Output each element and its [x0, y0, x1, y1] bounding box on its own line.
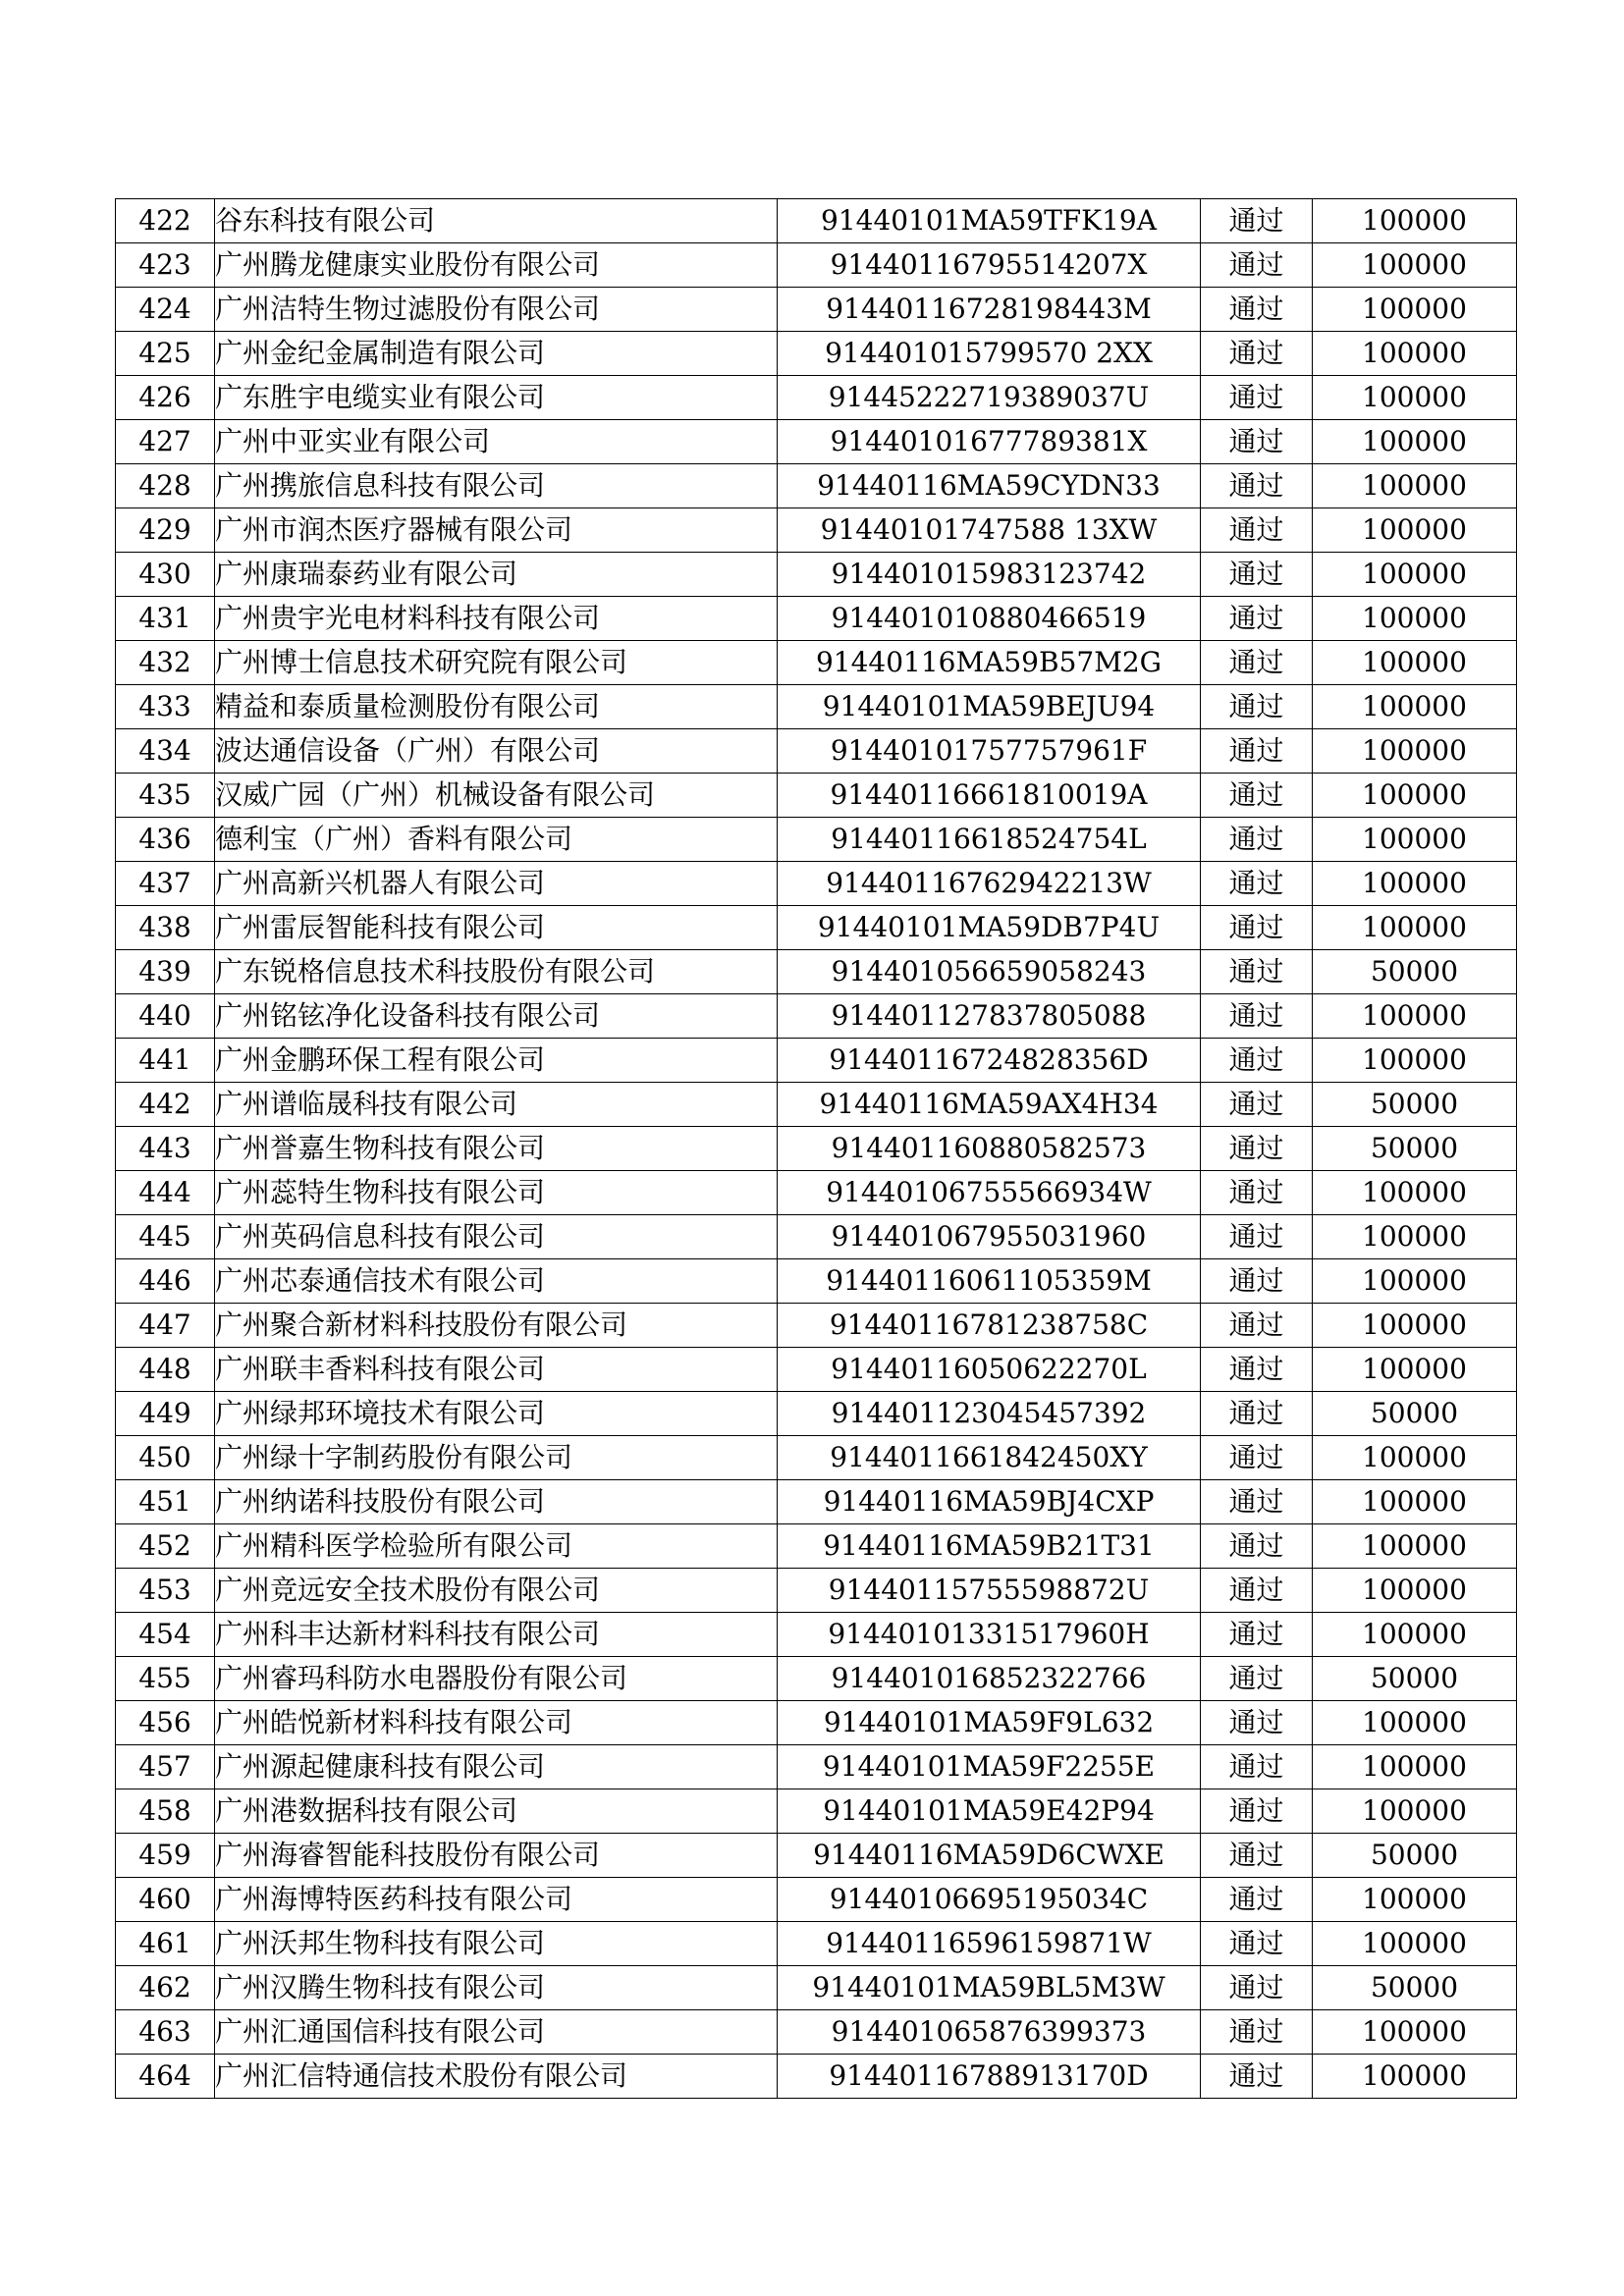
- company-name-cell: 广州科丰达新材料科技有限公司: [215, 1613, 778, 1657]
- row-number-cell: 458: [116, 1789, 215, 1834]
- amount-cell: 100000: [1313, 2055, 1517, 2099]
- status-cell: 通过: [1201, 1657, 1313, 1701]
- credit-code-cell: 914401065876399373: [778, 2010, 1201, 2055]
- table-row: [116, 2010, 1517, 2055]
- credit-code-cell: 91440116MA59BJ4CXP: [778, 1480, 1201, 1524]
- company-name-cell: 广州蕊特生物科技有限公司: [215, 1171, 778, 1215]
- company-name-cell: 谷东科技有限公司: [215, 199, 778, 243]
- table-row: [116, 288, 1517, 332]
- row-number-cell: 459: [116, 1834, 215, 1878]
- amount-cell: 100000: [1313, 994, 1517, 1039]
- company-name-cell: 广州高新兴机器人有限公司: [215, 862, 778, 906]
- table-row: [116, 774, 1517, 818]
- status-cell: 通过: [1201, 1171, 1313, 1215]
- company-name-cell: 广州聚合新材料科技股份有限公司: [215, 1304, 778, 1348]
- credit-code-cell: 91440101MA59F2255E: [778, 1745, 1201, 1789]
- company-name-cell: 广州港数据科技有限公司: [215, 1789, 778, 1834]
- row-number-cell: 435: [116, 774, 215, 818]
- credit-code-cell: 9144011661842450XY: [778, 1436, 1201, 1480]
- status-cell: 通过: [1201, 1348, 1313, 1392]
- credit-code-cell: 91440116618524754L: [778, 818, 1201, 862]
- table-row: [116, 1613, 1517, 1657]
- table-row: [116, 1127, 1517, 1171]
- company-name-cell: 广州携旅信息科技有限公司: [215, 464, 778, 508]
- row-number-cell: 457: [116, 1745, 215, 1789]
- company-name-cell: 广州竞远安全技术股份有限公司: [215, 1569, 778, 1613]
- credit-code-cell: 91440106755566934W: [778, 1171, 1201, 1215]
- row-number-cell: 454: [116, 1613, 215, 1657]
- table-row: [116, 1834, 1517, 1878]
- row-number-cell: 445: [116, 1215, 215, 1259]
- status-cell: 通过: [1201, 553, 1313, 597]
- amount-cell: 100000: [1313, 288, 1517, 332]
- credit-code-cell: 91440101MA59TFK19A: [778, 199, 1201, 243]
- company-list-table: [115, 198, 1517, 2099]
- credit-code-cell: 91440101MA59BEJU94: [778, 685, 1201, 729]
- table-row: [116, 376, 1517, 420]
- amount-cell: 100000: [1313, 508, 1517, 553]
- row-number-cell: 460: [116, 1878, 215, 1922]
- amount-cell: 100000: [1313, 1480, 1517, 1524]
- credit-code-cell: 91440101757757961F: [778, 729, 1201, 774]
- amount-cell: 100000: [1313, 685, 1517, 729]
- company-name-cell: 广州汇信特通信技术股份有限公司: [215, 2055, 778, 2099]
- table-row: [116, 1215, 1517, 1259]
- table-row: [116, 553, 1517, 597]
- status-cell: 通过: [1201, 1834, 1313, 1878]
- table-row: [116, 2055, 1517, 2099]
- row-number-cell: 437: [116, 862, 215, 906]
- row-number-cell: 453: [116, 1569, 215, 1613]
- row-number-cell: 449: [116, 1392, 215, 1436]
- amount-cell: 100000: [1313, 1215, 1517, 1259]
- row-number-cell: 422: [116, 199, 215, 243]
- status-cell: 通过: [1201, 1701, 1313, 1745]
- table-row: [116, 1657, 1517, 1701]
- status-cell: 通过: [1201, 641, 1313, 685]
- status-cell: 通过: [1201, 332, 1313, 376]
- credit-code-cell: 91440101331517960H: [778, 1613, 1201, 1657]
- row-number-cell: 429: [116, 508, 215, 553]
- credit-code-cell: 91440101677789381X: [778, 420, 1201, 464]
- amount-cell: 100000: [1313, 641, 1517, 685]
- status-cell: 通过: [1201, 729, 1313, 774]
- credit-code-cell: 91440116788913170D: [778, 2055, 1201, 2099]
- company-name-cell: 广州贵宇光电材料科技有限公司: [215, 597, 778, 641]
- status-cell: 通过: [1201, 464, 1313, 508]
- amount-cell: 100000: [1313, 597, 1517, 641]
- company-name-cell: 广州洁特生物过滤股份有限公司: [215, 288, 778, 332]
- row-number-cell: 455: [116, 1657, 215, 1701]
- company-name-cell: 广州康瑞泰药业有限公司: [215, 553, 778, 597]
- credit-code-cell: 91440116795514207X: [778, 243, 1201, 288]
- table-row: [116, 420, 1517, 464]
- status-cell: 通过: [1201, 508, 1313, 553]
- row-number-cell: 427: [116, 420, 215, 464]
- amount-cell: 100000: [1313, 1922, 1517, 1966]
- status-cell: 通过: [1201, 1480, 1313, 1524]
- company-name-cell: 广州金纪金属制造有限公司: [215, 332, 778, 376]
- table-row: [116, 906, 1517, 950]
- amount-cell: 100000: [1313, 1569, 1517, 1613]
- table-row: [116, 862, 1517, 906]
- status-cell: 通过: [1201, 2010, 1313, 2055]
- table-row: [116, 243, 1517, 288]
- status-cell: 通过: [1201, 1215, 1313, 1259]
- credit-code-cell: 914401015799570 2XX: [778, 332, 1201, 376]
- company-name-cell: 广州绿邦环境技术有限公司: [215, 1392, 778, 1436]
- credit-code-cell: 914401160880582573: [778, 1127, 1201, 1171]
- table-row: [116, 1966, 1517, 2010]
- credit-code-cell: 91440116061105359M: [778, 1259, 1201, 1304]
- credit-code-cell: 91440115755598872U: [778, 1569, 1201, 1613]
- company-name-cell: 广州沃邦生物科技有限公司: [215, 1922, 778, 1966]
- credit-code-cell: 91440116MA59B57M2G: [778, 641, 1201, 685]
- table-row: [116, 1039, 1517, 1083]
- status-cell: 通过: [1201, 1259, 1313, 1304]
- row-number-cell: 432: [116, 641, 215, 685]
- amount-cell: 100000: [1313, 906, 1517, 950]
- credit-code-cell: 91440101MA59E42P94: [778, 1789, 1201, 1834]
- amount-cell: 100000: [1313, 2010, 1517, 2055]
- amount-cell: 50000: [1313, 1392, 1517, 1436]
- amount-cell: 50000: [1313, 1657, 1517, 1701]
- row-number-cell: 451: [116, 1480, 215, 1524]
- status-cell: 通过: [1201, 288, 1313, 332]
- row-number-cell: 436: [116, 818, 215, 862]
- credit-code-cell: 91440101MA59F9L632: [778, 1701, 1201, 1745]
- status-cell: 通过: [1201, 1745, 1313, 1789]
- table-body: [116, 199, 1517, 2099]
- status-cell: 通过: [1201, 1789, 1313, 1834]
- amount-cell: 100000: [1313, 1878, 1517, 1922]
- table-row: [116, 1083, 1517, 1127]
- table-row: [116, 729, 1517, 774]
- row-number-cell: 423: [116, 243, 215, 288]
- status-cell: 通过: [1201, 1304, 1313, 1348]
- row-number-cell: 434: [116, 729, 215, 774]
- company-name-cell: 精益和泰质量检测股份有限公司: [215, 685, 778, 729]
- row-number-cell: 443: [116, 1127, 215, 1171]
- credit-code-cell: 91440116762942213W: [778, 862, 1201, 906]
- status-cell: 通过: [1201, 906, 1313, 950]
- company-name-cell: 汉威广园（广州）机械设备有限公司: [215, 774, 778, 818]
- company-name-cell: 广州皓悦新材料科技有限公司: [215, 1701, 778, 1745]
- table-row: [116, 1436, 1517, 1480]
- amount-cell: 50000: [1313, 1966, 1517, 2010]
- status-cell: 通过: [1201, 994, 1313, 1039]
- table-row: [116, 1878, 1517, 1922]
- company-name-cell: 广州绿十字制药股份有限公司: [215, 1436, 778, 1480]
- status-cell: 通过: [1201, 597, 1313, 641]
- credit-code-cell: 91445222719389037U: [778, 376, 1201, 420]
- row-number-cell: 462: [116, 1966, 215, 2010]
- company-name-cell: 广州源起健康科技有限公司: [215, 1745, 778, 1789]
- table-row: [116, 1259, 1517, 1304]
- row-number-cell: 438: [116, 906, 215, 950]
- table-row: [116, 464, 1517, 508]
- status-cell: 通过: [1201, 950, 1313, 994]
- status-cell: 通过: [1201, 862, 1313, 906]
- table-row: [116, 1569, 1517, 1613]
- status-cell: 通过: [1201, 1436, 1313, 1480]
- amount-cell: 100000: [1313, 1745, 1517, 1789]
- company-name-cell: 广州睿玛科防水电器股份有限公司: [215, 1657, 778, 1701]
- status-cell: 通过: [1201, 1922, 1313, 1966]
- amount-cell: 100000: [1313, 1259, 1517, 1304]
- row-number-cell: 430: [116, 553, 215, 597]
- row-number-cell: 463: [116, 2010, 215, 2055]
- credit-code-cell: 91440101MA59BL5M3W: [778, 1966, 1201, 2010]
- amount-cell: 100000: [1313, 729, 1517, 774]
- company-name-cell: 广州汇通国信科技有限公司: [215, 2010, 778, 2055]
- status-cell: 通过: [1201, 774, 1313, 818]
- amount-cell: 50000: [1313, 1834, 1517, 1878]
- status-cell: 通过: [1201, 420, 1313, 464]
- credit-code-cell: 914401015983123742: [778, 553, 1201, 597]
- credit-code-cell: 914401056659058243: [778, 950, 1201, 994]
- table-row: [116, 1348, 1517, 1392]
- amount-cell: 100000: [1313, 332, 1517, 376]
- row-number-cell: 425: [116, 332, 215, 376]
- company-name-cell: 广州联丰香料科技有限公司: [215, 1348, 778, 1392]
- amount-cell: 100000: [1313, 553, 1517, 597]
- credit-code-cell: 914401123045457392: [778, 1392, 1201, 1436]
- amount-cell: 100000: [1313, 420, 1517, 464]
- amount-cell: 50000: [1313, 1083, 1517, 1127]
- row-number-cell: 424: [116, 288, 215, 332]
- credit-code-cell: 91440116MA59D6CWXE: [778, 1834, 1201, 1878]
- amount-cell: 50000: [1313, 1127, 1517, 1171]
- amount-cell: 100000: [1313, 464, 1517, 508]
- amount-cell: 100000: [1313, 1171, 1517, 1215]
- credit-code-cell: 91440116724828356D: [778, 1039, 1201, 1083]
- row-number-cell: 461: [116, 1922, 215, 1966]
- company-name-cell: 广州誉嘉生物科技有限公司: [215, 1127, 778, 1171]
- amount-cell: 100000: [1313, 818, 1517, 862]
- table-row: [116, 641, 1517, 685]
- status-cell: 通过: [1201, 1613, 1313, 1657]
- status-cell: 通过: [1201, 376, 1313, 420]
- amount-cell: 100000: [1313, 243, 1517, 288]
- credit-code-cell: 91440116050622270L: [778, 1348, 1201, 1392]
- credit-code-cell: 914401016852322766: [778, 1657, 1201, 1701]
- status-cell: 通过: [1201, 685, 1313, 729]
- row-number-cell: 440: [116, 994, 215, 1039]
- table-row: [116, 1171, 1517, 1215]
- amount-cell: 100000: [1313, 1304, 1517, 1348]
- company-name-cell: 广州博士信息技术研究院有限公司: [215, 641, 778, 685]
- row-number-cell: 464: [116, 2055, 215, 2099]
- company-name-cell: 广东锐格信息技术科技股份有限公司: [215, 950, 778, 994]
- company-name-cell: 广州精科医学检验所有限公司: [215, 1524, 778, 1569]
- amount-cell: 100000: [1313, 1789, 1517, 1834]
- credit-code-cell: 91440116728198443M: [778, 288, 1201, 332]
- table-row: [116, 685, 1517, 729]
- credit-code-cell: 91440101747588 13XW: [778, 508, 1201, 553]
- credit-code-cell: 914401010880466519: [778, 597, 1201, 641]
- credit-code-cell: 914401067955031960: [778, 1215, 1201, 1259]
- credit-code-cell: 91440106695195034C: [778, 1878, 1201, 1922]
- amount-cell: 100000: [1313, 1613, 1517, 1657]
- row-number-cell: 452: [116, 1524, 215, 1569]
- credit-code-cell: 91440116MA59AX4H34: [778, 1083, 1201, 1127]
- status-cell: 通过: [1201, 1039, 1313, 1083]
- table-row: [116, 1392, 1517, 1436]
- status-cell: 通过: [1201, 199, 1313, 243]
- row-number-cell: 441: [116, 1039, 215, 1083]
- row-number-cell: 433: [116, 685, 215, 729]
- table-row: [116, 332, 1517, 376]
- company-name-cell: 广州金鹏环保工程有限公司: [215, 1039, 778, 1083]
- row-number-cell: 448: [116, 1348, 215, 1392]
- company-name-cell: 广州中亚实业有限公司: [215, 420, 778, 464]
- table-row: [116, 1524, 1517, 1569]
- amount-cell: 100000: [1313, 774, 1517, 818]
- table-row: [116, 994, 1517, 1039]
- status-cell: 通过: [1201, 1966, 1313, 2010]
- row-number-cell: 439: [116, 950, 215, 994]
- credit-code-cell: 91440116781238758C: [778, 1304, 1201, 1348]
- credit-code-cell: 914401127837805088: [778, 994, 1201, 1039]
- company-name-cell: 广州谱临晟科技有限公司: [215, 1083, 778, 1127]
- company-name-cell: 广州海博特医药科技有限公司: [215, 1878, 778, 1922]
- table-row: [116, 950, 1517, 994]
- table-row: [116, 1701, 1517, 1745]
- company-name-cell: 德利宝（广州）香料有限公司: [215, 818, 778, 862]
- status-cell: 通过: [1201, 1524, 1313, 1569]
- amount-cell: 100000: [1313, 1348, 1517, 1392]
- company-name-cell: 广州海睿智能科技股份有限公司: [215, 1834, 778, 1878]
- row-number-cell: 446: [116, 1259, 215, 1304]
- amount-cell: 100000: [1313, 1701, 1517, 1745]
- status-cell: 通过: [1201, 1127, 1313, 1171]
- status-cell: 通过: [1201, 243, 1313, 288]
- company-name-cell: 广州市润杰医疗器械有限公司: [215, 508, 778, 553]
- row-number-cell: 447: [116, 1304, 215, 1348]
- status-cell: 通过: [1201, 818, 1313, 862]
- company-name-cell: 广州芯泰通信技术有限公司: [215, 1259, 778, 1304]
- company-name-cell: 广州汉腾生物科技有限公司: [215, 1966, 778, 2010]
- row-number-cell: 442: [116, 1083, 215, 1127]
- table-row: [116, 199, 1517, 243]
- credit-code-cell: 91440116661810019A: [778, 774, 1201, 818]
- company-name-cell: 波达通信设备（广州）有限公司: [215, 729, 778, 774]
- status-cell: 通过: [1201, 1878, 1313, 1922]
- row-number-cell: 431: [116, 597, 215, 641]
- company-name-cell: 广东胜宇电缆实业有限公司: [215, 376, 778, 420]
- amount-cell: 100000: [1313, 376, 1517, 420]
- amount-cell: 100000: [1313, 1039, 1517, 1083]
- table-row: [116, 597, 1517, 641]
- company-name-cell: 广州铭铉净化设备科技有限公司: [215, 994, 778, 1039]
- amount-cell: 50000: [1313, 950, 1517, 994]
- company-name-cell: 广州腾龙健康实业股份有限公司: [215, 243, 778, 288]
- table-row: [116, 1789, 1517, 1834]
- amount-cell: 100000: [1313, 862, 1517, 906]
- table-row: [116, 1745, 1517, 1789]
- amount-cell: 100000: [1313, 1524, 1517, 1569]
- table-row: [116, 1304, 1517, 1348]
- credit-code-cell: 91440101MA59DB7P4U: [778, 906, 1201, 950]
- table-row: [116, 1480, 1517, 1524]
- status-cell: 通过: [1201, 1392, 1313, 1436]
- credit-code-cell: 91440116MA59B21T31: [778, 1524, 1201, 1569]
- table-row: [116, 508, 1517, 553]
- company-name-cell: 广州英码信息科技有限公司: [215, 1215, 778, 1259]
- amount-cell: 100000: [1313, 199, 1517, 243]
- row-number-cell: 426: [116, 376, 215, 420]
- row-number-cell: 456: [116, 1701, 215, 1745]
- credit-code-cell: 91440116596159871W: [778, 1922, 1201, 1966]
- status-cell: 通过: [1201, 1083, 1313, 1127]
- company-name-cell: 广州雷辰智能科技有限公司: [215, 906, 778, 950]
- row-number-cell: 444: [116, 1171, 215, 1215]
- table-row: [116, 1922, 1517, 1966]
- amount-cell: 100000: [1313, 1436, 1517, 1480]
- status-cell: 通过: [1201, 2055, 1313, 2099]
- status-cell: 通过: [1201, 1569, 1313, 1613]
- row-number-cell: 450: [116, 1436, 215, 1480]
- row-number-cell: 428: [116, 464, 215, 508]
- company-name-cell: 广州纳诺科技股份有限公司: [215, 1480, 778, 1524]
- table-row: [116, 818, 1517, 862]
- credit-code-cell: 91440116MA59CYDN33: [778, 464, 1201, 508]
